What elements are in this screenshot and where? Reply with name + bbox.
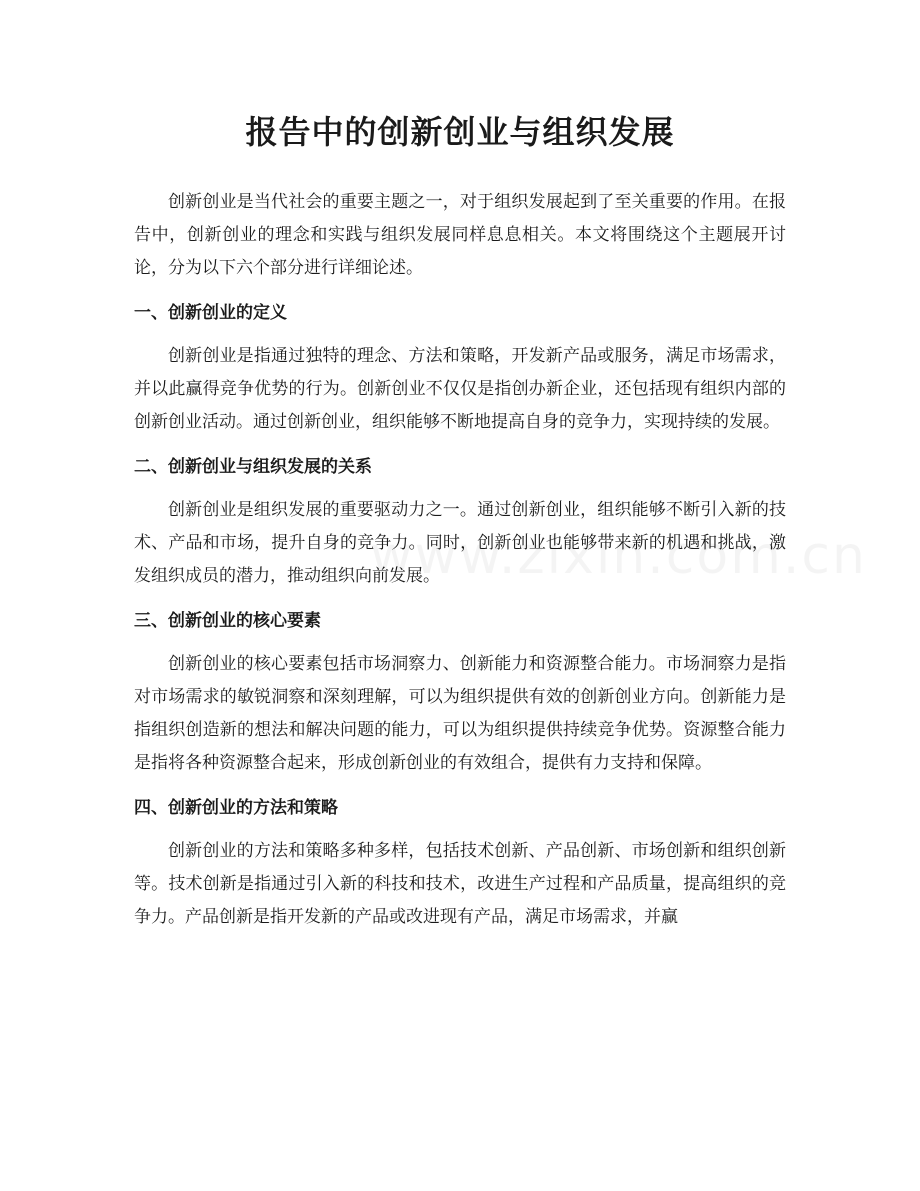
section-heading: 三、创新创业的核心要素: [134, 611, 321, 631]
intro-paragraph: 创新创业是当代社会的重要主题之一，对于组织发展起到了至关重要的作用。在报告中，创新创业的理念和实践与组织发展同样息息相关。本文将围绕这个主题展开讨论，分为以下六个部分进行详细论述。: [134, 192, 786, 278]
section-3: [134, 605, 786, 780]
section-2: [134, 451, 786, 593]
section-heading: 二、创新创业与组织发展的关系: [134, 457, 372, 477]
section-body: 创新创业的核心要素包括市场洞察力、创新能力和资源整合能力。市场洞察力是指对市场需求的敏锐洞察和深刻理解，可以为组织提供有效的创新创业方向。创新能力是指组织创造新的想法和解决问题的能力，可以为组织提供持续竞争优势。资源整合能力是指将各种资源整合起来，形成创新创业的有效组合，提供有力支持和保障。: [134, 654, 786, 773]
section-heading: 四、创新创业的方法和策略: [134, 798, 338, 818]
section-heading: 一、创新创业的定义: [134, 303, 287, 323]
section-body: 创新创业是组织发展的重要驱动力之一。通过创新创业，组织能够不断引入新的技术、产品和市场，提升自身的竞争力。同时，创新创业也能够带来新的机遇和挑战，激发组织成员的潜力，推动组织向前发展。: [134, 500, 786, 586]
section-1: [134, 297, 786, 439]
document-title: 报告中的创新创业与组织发展: [245, 113, 675, 151]
section-4: [134, 792, 786, 934]
section-body: 创新创业的方法和策略多种多样，包括技术创新、产品创新、市场创新和组织创新等。技术创新是指通过引入新的科技和技术，改进生产过程和产品质量，提高组织的竞争力。产品创新是指开发新的产品或改进现有产品，满足市场需求，并赢: [134, 841, 786, 927]
section-body: 创新创业是指通过独特的理念、方法和策略，开发新产品或服务，满足市场需求，并以此赢得竞争优势的行为。创新创业不仅仅是指创办新企业，还包括现有组织内部的创新创业活动。通过创新创业，组织能够不断地提高自身的竞争力，实现持续的发展。: [134, 346, 786, 432]
